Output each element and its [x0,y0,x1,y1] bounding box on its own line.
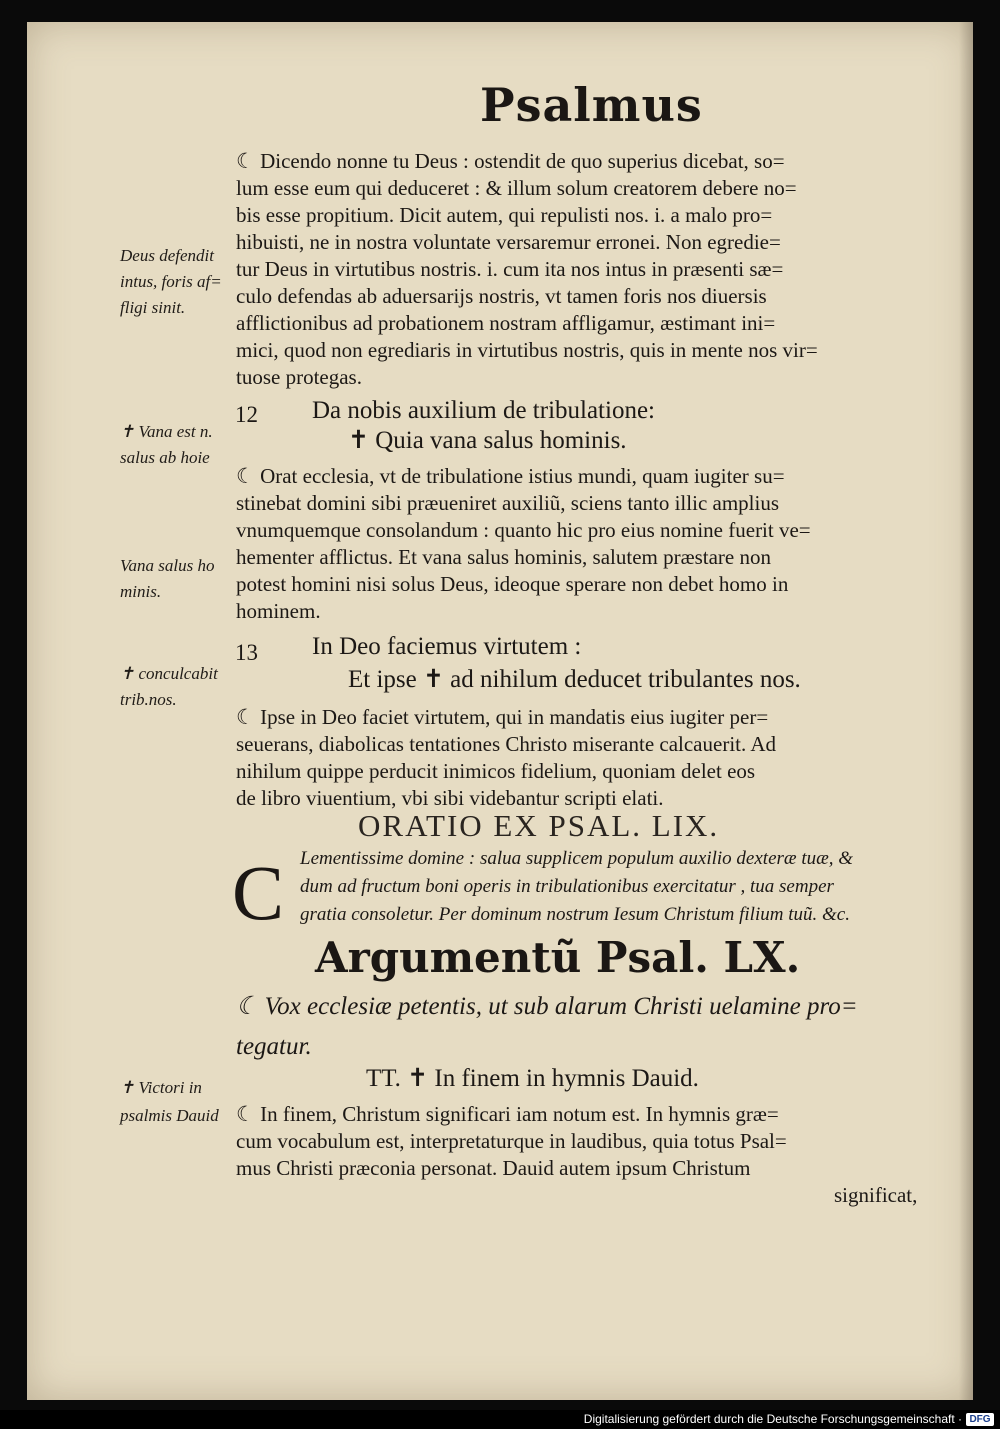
margin-note: Vana salus ho [120,556,215,575]
oratio-title: ORATIO EX PSAL. LIX. [358,808,720,843]
margin-note: psalmis Dauid [120,1106,219,1125]
verse-line: In Deo faciemus virtutem : [312,633,582,660]
margin-note: minis. [120,582,162,601]
text-line: hibuisti, ne in nostra voluntate versaremur erronei. Non egredie= [236,230,781,254]
text-line: ☾ In finem, Christum significari iam notum est. In hymnis græ= [236,1102,779,1126]
text-line: mici, quod non egrediaris in virtutibus nostris, quis in mente nos vir= [236,338,818,362]
drop-cap: C [232,849,285,936]
text-line: potest homini nisi solus Deus, ideoque sperare non debet homo in [236,572,789,596]
text-line: culo defendas ab aduersarijs nostris, vt tamen foris nos diuersis [236,284,767,308]
prayer-line: dum ad fructum boni operis in tribulationibus exercitatur , tua semper [300,876,834,897]
text-line: seuerans, diabolicas tentationes Christo miserante calcauerit. Ad [236,732,776,756]
text-line: ☾ Orat ecclesia, vt de tribulatione istius mundi, quam iugiter su= [236,464,785,488]
argument-line: ☾ Vox ecclesiæ petentis, ut sub alarum Christi uelamine pro= [236,993,858,1020]
verse-number: 12 [235,402,258,427]
text-line: nihilum quippe perducit inimicos fidelium, quoniam delet eos [236,759,756,783]
catchword-line: significat, [834,1183,918,1207]
text-line: cum vocabulum est, interpretaturque in laudibus, quia totus Psal= [236,1129,787,1153]
prayer-line: Lementissime domine : salua supplicem populum auxilio dexteræ tuæ, & [300,848,854,869]
psalm-title-line: TT. ✝ In finem in hymnis Dauid. [366,1065,699,1092]
page-heading: Psalmus [480,78,703,132]
dfg-logo-icon[interactable]: DFG [966,1413,994,1426]
margin-note: intus, foris af= [120,272,222,291]
prayer-line: gratia consoletur. Per dominum nostrum Iesum Christum filium tuũ. &c. [300,904,850,925]
margin-note: fligi sinit. [120,298,186,317]
verse-line: ✝ Quia vana salus hominis. [348,427,627,454]
argument-title: Argumentũ Psal. LX. [315,933,801,982]
text-line: vnumquemque consolandum : quanto hic pro eius nomine fuerit ve= [236,518,811,542]
text-line: mus Christi præconia personat. Dauid autem ipsum Christum [236,1156,751,1180]
text-line: stinebat domini sibi præueniret auxiliũ, sciens tanto illic amplius [236,491,780,515]
text-line: tur Deus in virtutibus nostris. i. cum ita nos intus in præsenti sæ= [236,257,784,281]
text-line: hementer afflictus. Et vana salus hominis, salutem præstare non [236,545,771,569]
margin-note: trib.nos. [120,690,177,709]
digitization-footer [0,1410,1000,1429]
verse-line: Et ipse ✝ ad nihilum deducet tribulantes nos. [348,666,801,693]
text-line: hominem. [236,599,321,623]
text-line: de libro viuentium, vbi sibi videbantur scripti elati. [236,786,664,810]
verse-number: 13 [235,640,258,665]
text-line: bis esse propitium. Dicit autem, qui repulisti nos. i. a malo pro= [236,203,773,227]
margin-note: salus ab hoie [120,448,210,467]
argument-line: tegatur. [236,1033,312,1060]
text-line: lum esse eum qui deduceret : & illum solum creatorem debere no= [236,176,797,200]
text-line: afflictionibus ad probationem nostram affligamur, æstimant ini= [236,311,776,335]
margin-note: Deus defendit [120,246,214,265]
margin-note: ✝ conculcabit [120,664,218,683]
margin-note: ✝ Victori in [120,1078,202,1097]
funding-credit: Digitalisierung gefördert durch die Deutsche Forschungsgemeinschaft · [583,1412,962,1426]
text-line: ☾ Ipse in Deo faciet virtutem, qui in mandatis eius iugiter per= [236,705,769,729]
margin-note: ✝ Vana est n. [120,422,213,441]
verse-line: Da nobis auxilium de tribulatione: [312,397,655,424]
text-line: tuose protegas. [236,365,362,389]
text-line: ☾ Dicendo nonne tu Deus : ostendit de quo superius dicebat, so= [236,149,785,173]
